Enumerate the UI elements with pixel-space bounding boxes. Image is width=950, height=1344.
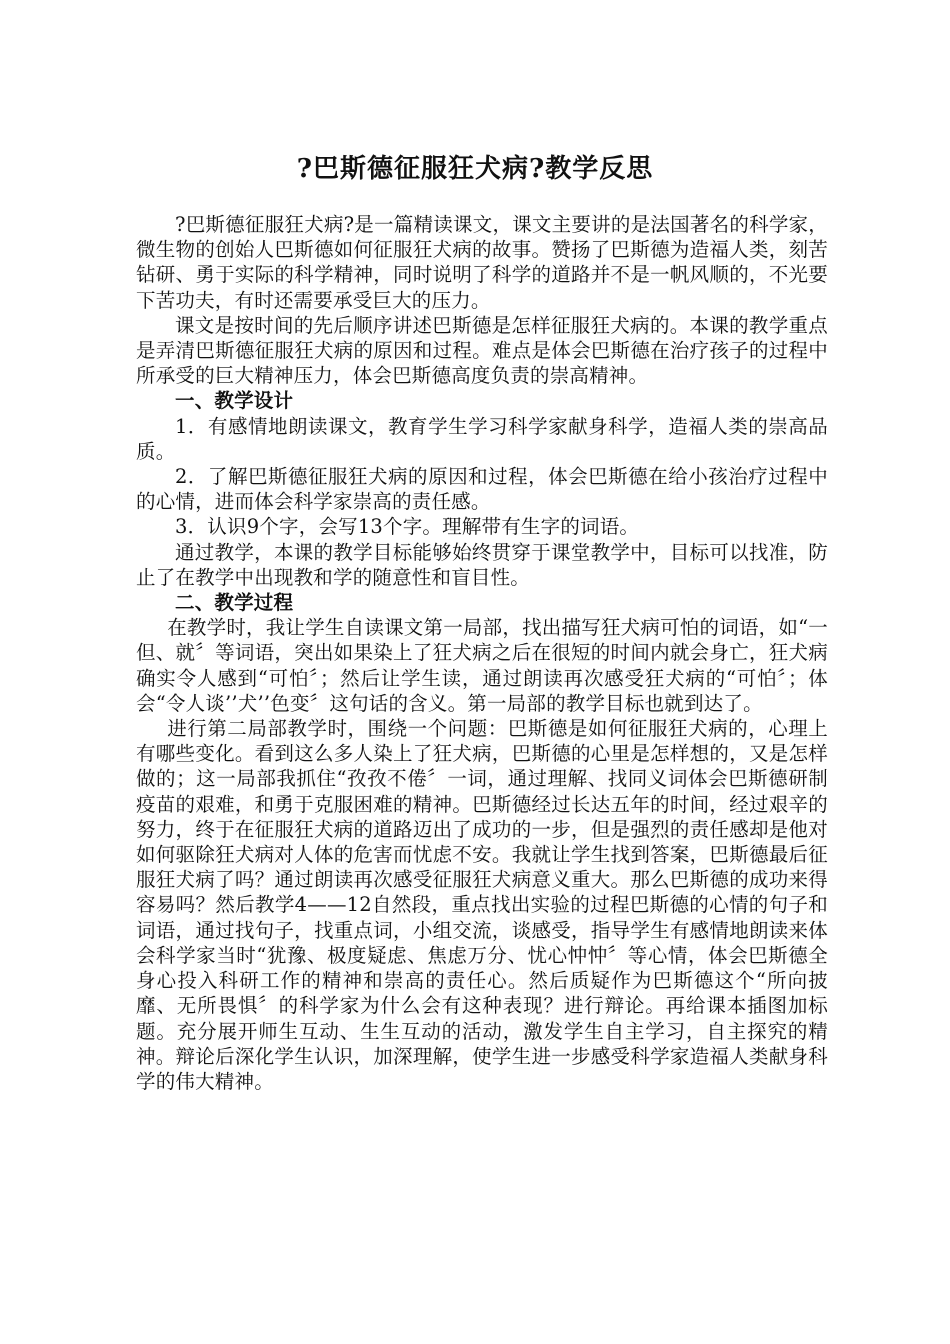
intro-paragraph-2: 课文是按时间的先后顺序讲述巴斯德是怎样征服狂犬病的。本课的教学重点是弄清巴斯德征服狂犬病的原因和过程。难点是体会巴斯德在治疗孩子的过程中所承受的巨大精神压力，体会巴斯德高度负责的崇高精神。: [136, 313, 828, 388]
document-title: ?巴斯德征服狂犬病?教学反思: [296, 154, 654, 184]
section-heading-teaching-design: 一、教学设计: [175, 389, 294, 413]
design-item-1: 1．有感情地朗读课文，教育学生学习科学家献身科学，造福人类的崇高品质。: [136, 414, 828, 463]
design-item-3: 3．认识9个字，会写13个字。理解带有生字的词语。: [175, 515, 640, 539]
intro-paragraph-1: ?巴斯德征服狂犬病?是一篇精读课文，课文主要讲的是法国著名的科学家，微生物的创始人巴斯德如何征服狂犬病的故事。赞扬了巴斯德为造福人类，刻苦钻研、勇于实际的科学精神，同时说明了科学的道路并不是一帆风顺的，不光要下苦功夫，有时还需要承受巨大的压力。: [136, 213, 828, 312]
design-summary: 通过教学，本课的教学目标能够始终贯穿于课堂教学中，目标可以找准，防止了在教学中出现教和学的随意性和盲目性。: [136, 540, 828, 589]
section-heading-teaching-process: 二、教学过程: [175, 591, 294, 615]
document-body: [136, 212, 828, 1094]
process-paragraph-2: 进行第二局部教学时，围绕一个问题：巴斯德是如何征服狂犬病的，心理上有哪些变化。看到这么多人染上了狂犬病，巴斯德的心里是怎样想的，又是怎样做的；这一局部我抓住“孜孜不倦〞一词，通过理解、找同义词体会巴斯德研制疫苗的艰难，和勇于克服困难的精神。巴斯德经过长达五年的时间，经过艰辛的努力，终于在征服狂犬病的道路迈出了成功的一步，但是强烈的责任感却是他对如何驱除狂犬病对人体的危害而忧虑不安。我就让学生找到答案，巴斯德最后征服狂犬病了吗？通过朗读再次感受征服狂犬病意义重大。那么巴斯德的成功来得容易吗？然后教学4——12自然段，重点找出实验的过程巴斯德的心情的句子和词语，通过找句子，找重点词，小组交流，谈感受，指导学生有感情地朗读来体会科学家当时“犹豫、极度疑虑、焦虑万分、忧心忡忡〞等心情，体会巴斯德全身心投入科研工作的精神和崇高的责任心。然后质疑作为巴斯德这个“所向披靡、无所畏惧〞的科学家为什么会有这种表现？进行辩论。再给课本插图加标题。充分展开师生互动、生生互动的活动，激发学生自主学习，自主探究的精神。辩论后深化学生认识，加深理解，使学生进一步感受科学家造福人类献身科学的伟大精神。: [136, 717, 828, 1093]
design-item-2: 2．了解巴斯德征服狂犬病的原因和过程，体会巴斯德在给小孩治疗过程中的心情，进而体会科学家崇高的责任感。: [136, 465, 828, 514]
process-paragraph-1: 在教学时，我让学生自读课文第一局部，找出描写狂犬病可怕的词语，如“一但、就〞等词语，突出如果染上了狂犬病之后在很短的时间内就会身亡，狂犬病确实令人感到“可怕〞；然后让学生读，通过朗读再次感受狂犬病的“可怕〞；体会“令人谈’’犬’’色变〞这句话的含义。第一局部的教学目标也就到达了。: [136, 616, 828, 715]
